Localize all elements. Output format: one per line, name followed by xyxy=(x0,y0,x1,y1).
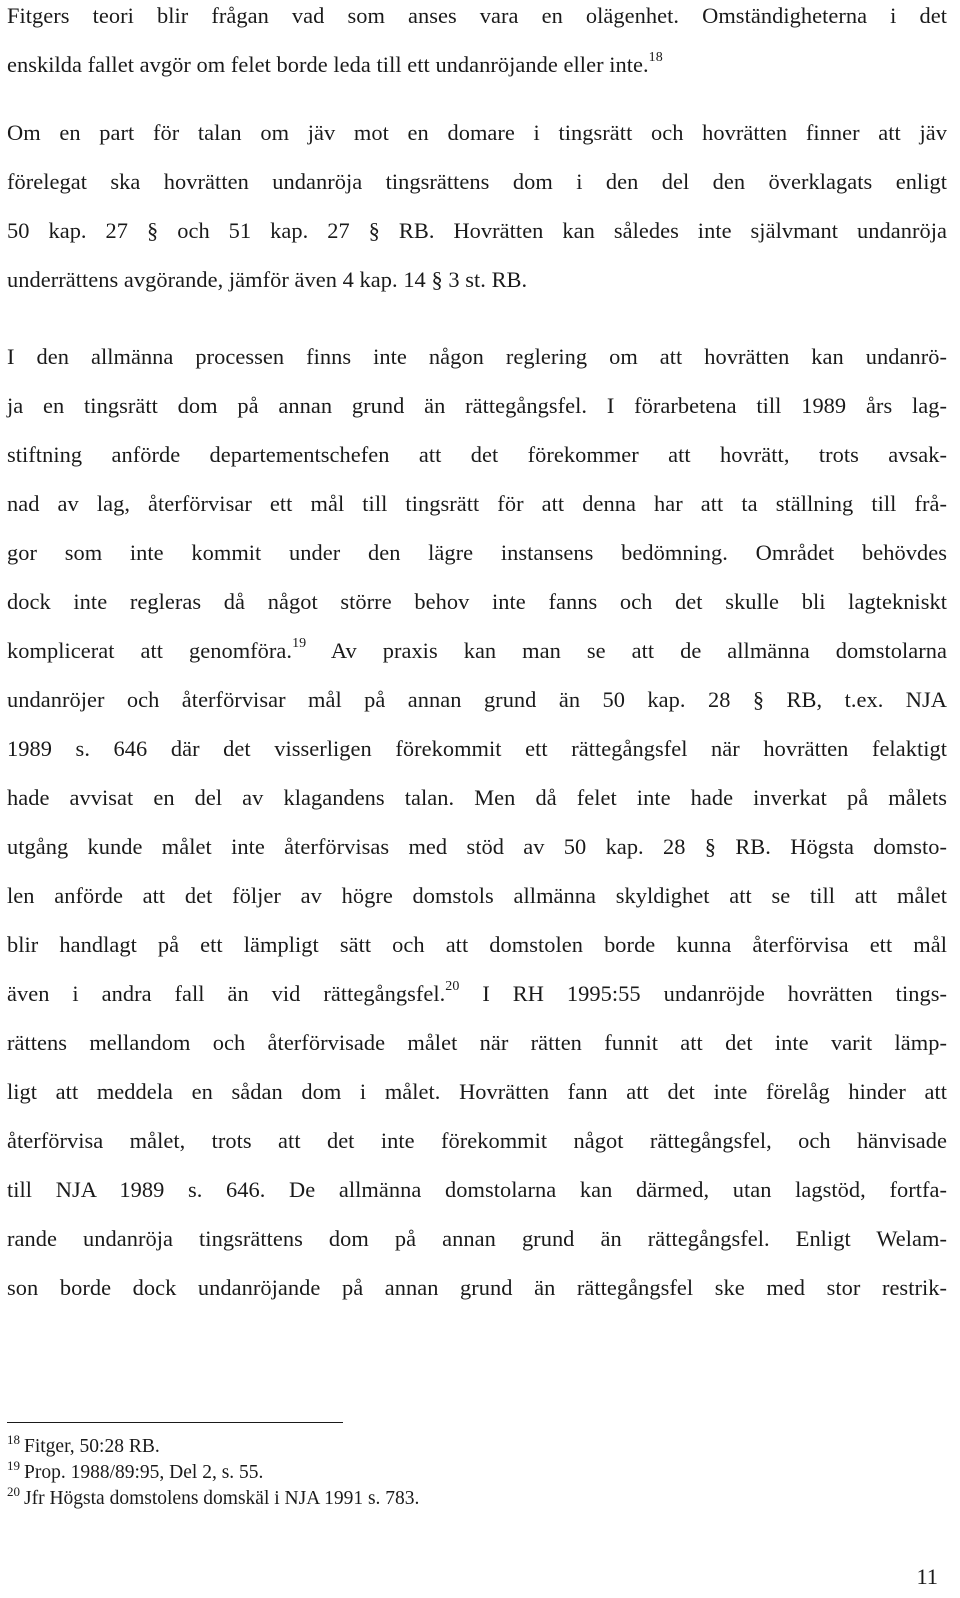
text-line: till NJA 1989 s. 646. De allmänna domstolarna kan därmed, utan lagstöd, fortfa- xyxy=(7,1177,947,1202)
text-line: Om en part för talan om jäv mot en domare i tingsrätt och hovrätten finner att jäv xyxy=(7,120,947,145)
paragraph-1 xyxy=(7,0,947,89)
text-line: rande undanröja tingsrättens dom på annan grund än rättegångsfel. Enligt Welam- xyxy=(7,1226,947,1251)
text-line: dock inte regleras då något större behov inte fanns och det skulle bli lagtekniskt xyxy=(7,589,947,614)
footnote-text: Prop. 1988/89:95, Del 2, s. 55. xyxy=(24,1462,264,1483)
text-line xyxy=(7,40,947,89)
text-line-content: enskilda fallet avgör om felet borde leda till ett undanröjande eller inte. xyxy=(7,52,649,77)
footnote-number: 20 xyxy=(7,1484,20,1499)
footnote-20 xyxy=(7,1486,907,1512)
text-line: ja en tingsrätt dom på annan grund än rättegångsfel. I förarbetena till 1989 års lag- xyxy=(7,393,947,418)
text-line: stiftning anförde departementschefen att det förekommer att hovrätt, trots avsak- xyxy=(7,442,947,467)
text-line: ligt att meddela en sådan dom i målet. Hovrätten fann att det inte förelåg hinder att xyxy=(7,1079,947,1104)
paragraph-3 xyxy=(7,332,947,1312)
text-line: 50 kap. 27 § och 51 kap. 27 § RB. Hovrätten kan således inte självmant undanröja xyxy=(7,218,947,243)
text-line: rättens mellandom och återförvisade målet när rätten funnit att det inte varit lämp- xyxy=(7,1030,947,1055)
page-number: 11 xyxy=(916,1564,938,1589)
footnote-19 xyxy=(7,1460,907,1486)
paragraph-2 xyxy=(7,108,947,304)
text-line: 1989 s. 646 där det visserligen förekommit ett rättegångsfel när hovrätten felaktigt xyxy=(7,736,947,761)
text-line: även i andra fall än vid rättegångsfel.$^{20}$ I RH 1995:55 undanröjde hovrätten tings- xyxy=(7,978,947,1006)
footnotes xyxy=(7,1434,907,1512)
text-line: I den allmänna processen finns inte någon reglering om att hovrätten kan undanrö- xyxy=(7,344,947,369)
footnote-ref-20: 20 xyxy=(445,978,460,994)
text-line: hade avvisat en del av klagandens talan. Men då felet inte hade inverkat på målets xyxy=(7,785,947,810)
footnote-ref-18: 18 xyxy=(648,49,663,65)
text-line: återförvisa målet, trots att det inte förekommit något rättegångsfel, och hänvisade xyxy=(7,1128,947,1153)
footnote-text: Fitger, 50:28 RB. xyxy=(24,1436,160,1457)
text-line: underrättens avgörande, jämför även 4 kap. 14 § 3 st. RB. xyxy=(7,267,528,292)
footnote-ref-19: 19 xyxy=(292,635,307,651)
text-line: komplicerat att genomföra.$^{19}$ Av praxis kan man se att de allmänna domstolarna xyxy=(7,635,947,663)
footnote-number: 18 xyxy=(7,1432,20,1447)
text-line: Fitgers teori blir frågan vad som anses vara en olägenhet. Omständigheterna i det xyxy=(7,3,947,28)
footnote-text: Jfr Högsta domstolens domskäl i NJA 1991 s. 783. xyxy=(24,1488,420,1509)
footnote-18 xyxy=(7,1434,907,1460)
text-line: utgång kunde målet inte återförvisas med stöd av 50 kap. 28 § RB. Högsta domsto- xyxy=(7,834,947,859)
text-line: nad av lag, återförvisar ett mål till tingsrätt för att denna har att ta ställning till frå- xyxy=(7,491,947,516)
text-line: undanröjer och återförvisar mål på annan grund än 50 kap. 28 § RB, t.ex. NJA xyxy=(7,687,947,712)
footnote-divider xyxy=(7,1422,343,1423)
text-line: blir handlagt på ett lämpligt sätt och att domstolen borde kunna återförvisa ett mål xyxy=(7,932,947,957)
text-line: son borde dock undanröjande på annan grund än rättegångsfel ske med stor restrik- xyxy=(7,1275,947,1300)
text-line: len anförde att det följer av högre domstols allmänna skyldighet att se till att målet xyxy=(7,883,947,908)
text-line: gor som inte kommit under den lägre instansens bedömning. Området behövdes xyxy=(7,540,947,565)
text-line: förelegat ska hovrätten undanröja tingsrättens dom i den del den överklagats enligt xyxy=(7,169,947,194)
footnote-number: 19 xyxy=(7,1458,20,1473)
